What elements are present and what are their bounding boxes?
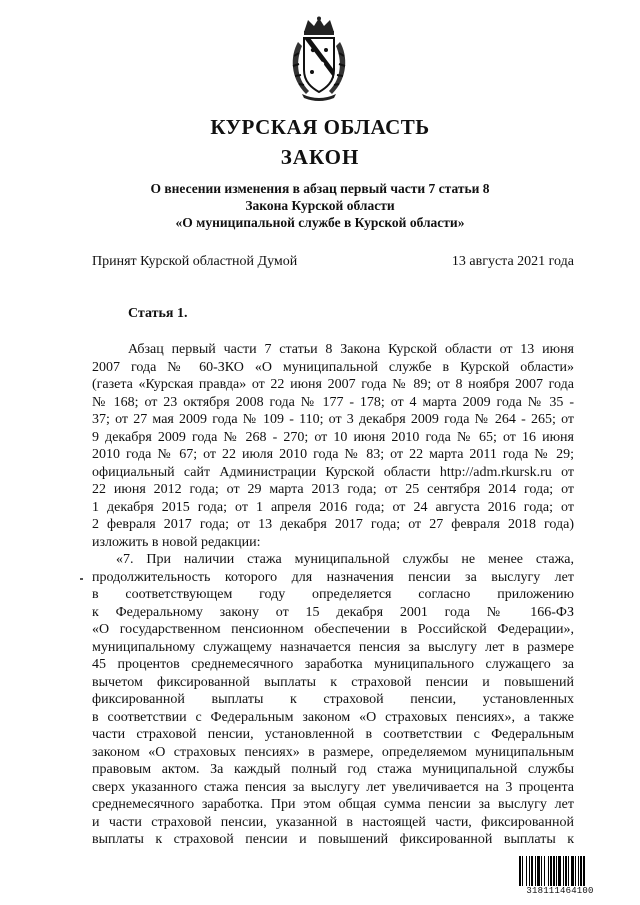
adopted-by: Принят Курской областной Думой	[92, 254, 298, 269]
text-line: правовым актом. За каждый полный год стажа муниципальной службы	[92, 762, 574, 777]
text-line: части страховой пенсии, установленной в соответствии с Федеральным	[92, 727, 574, 742]
subtitle-line: «О муниципальной службе в Курской области»	[175, 215, 465, 230]
text-line: «О государственном пенсионном обеспечении в Российской Федерации»,	[92, 622, 574, 637]
margin-mark	[80, 578, 83, 580]
text-line: Абзац первый части 7 статьи 8 Закона Курской области от 13 июня	[128, 342, 574, 357]
text-line: к Федеральному закону от 15 декабря 2001 года № 166-ФЗ	[92, 604, 574, 620]
text-line: (газета «Курская правда» от 22 июня 2007 года № 89; от 8 ноября 2007 года	[92, 377, 574, 392]
law-title: ЗАКОН	[280, 145, 360, 169]
text-line: 2 февраля 2017 года; от 13 декабря 2017 года; от 27 февраля 2018 года)	[92, 517, 574, 532]
text-line: вычетом фиксированной выплаты к страховой пенсии и повышений	[92, 674, 574, 690]
barcode-number: 318111464100	[518, 886, 602, 896]
text-line: фиксированной выплаты к страховой пенсии, установленных	[92, 692, 574, 707]
article-heading: Статья 1.	[128, 306, 188, 321]
text-line: среднемесячного заработка. При этом общая сумма пенсии за выслугу лет	[92, 797, 574, 812]
subtitle-line: О внесении изменения в абзац первый части 7 статьи 8	[150, 181, 490, 196]
adoption-info	[92, 254, 574, 272]
text-line: выплаты к страховой пенсии и повышений фиксированной выплаты к	[92, 832, 574, 847]
kursk-coat-of-arms-icon	[286, 16, 352, 102]
text-line: в соответствии с Федеральным законом «О страховых пенсиях», а также	[92, 709, 574, 725]
text-line: продолжительность которого для назначения пенсии за выслугу лет	[92, 569, 574, 585]
text-line: 9 декабря 2009 года № 268 - 270; от 10 июня 2010 года № 65; от 16 июня	[92, 429, 574, 445]
text-line: № 168; от 23 октября 2008 года № 177 - 178; от 4 марта 2009 года № 35 -	[92, 394, 574, 410]
text-line: в соответствующем году определяется согласно приложению	[92, 587, 574, 602]
text-line: «7. При наличии стажа муниципальной службы не менее стажа,	[116, 552, 574, 567]
subtitle-line: Закона Курской области	[245, 198, 395, 213]
text-line: и части страховой пенсии, указанной в настоящей части, фиксированной	[92, 814, 574, 830]
text-line: 2007 года № 60-ЗКО «О муниципальной службе в Курской области»	[92, 359, 574, 375]
article-body	[92, 341, 574, 849]
text-line: официальный сайт Администрации Курской области http://adm.rkursk.ru от	[92, 464, 574, 480]
text-line: 2010 года № 67; от 22 июля 2010 года № 83; от 22 марта 2011 года № 29;	[92, 447, 574, 462]
text-line: 37; от 27 мая 2009 года № 109 - 110; от 3 декабря 2009 года № 264 - 265; от	[92, 412, 574, 427]
text-line: сверх указанного стажа пенсия за выслугу лет увеличивается на 3 процента	[92, 779, 574, 795]
text-line: 45 процентов среднемесячного заработка муниципального служащего за	[92, 657, 574, 672]
region-title: КУРСКАЯ ОБЛАСТЬ	[210, 115, 430, 139]
law-subtitle	[0, 180, 640, 231]
adopted-date: 13 августа 2021 года	[451, 254, 574, 269]
text-line: 1 декабря 2015 года; от 1 апреля 2016 года; от 24 августа 2016 года; от	[92, 499, 574, 515]
text-line: изложить в новой редакции:	[92, 534, 261, 550]
text-line: 22 июня 2012 года; от 29 марта 2013 года; от 25 сентября 2014 года; от	[92, 482, 574, 497]
text-line: законом «О страховых пенсиях» в размере, определяемом муниципальным	[92, 744, 574, 760]
text-line: муниципальному служащему назначается пенсия за выслугу лет в размере	[92, 639, 574, 655]
